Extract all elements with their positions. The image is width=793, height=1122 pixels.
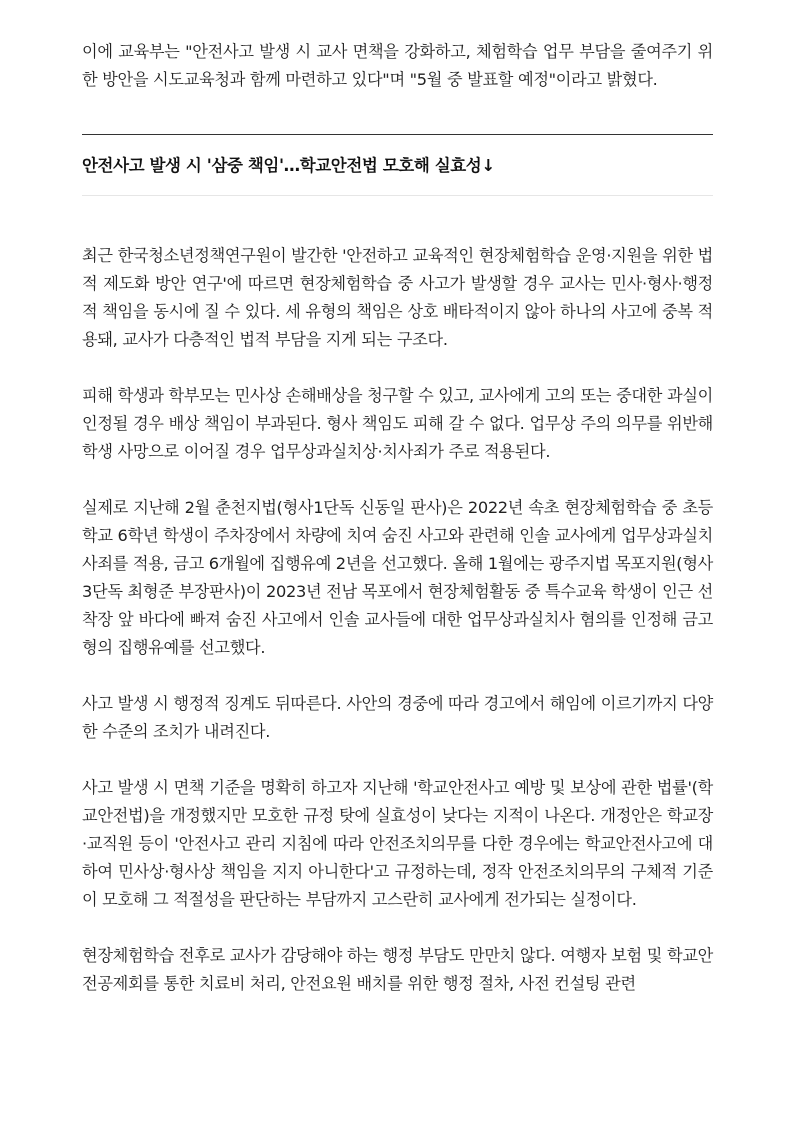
section-heading-box: [82, 134, 713, 196]
intro-paragraph: 이에 교육부는 "안전사고 발생 시 교사 면책을 강화하고, 체험학습 업무 부담을 줄여주기 위한 방안을 시도교육청과 함께 마련하고 있다"며 "5월 중 발표할 예정"이라고 밝혔다.: [82, 42, 713, 89]
paragraph-school-safety-act: 사고 발생 시 면책 기준을 명확히 하고자 지난해 '학교안전사고 예방 및 보상에 관한 법률'(학교안전법)을 개정했지만 모호한 규정 탓에 실효성이 낮다는 지적이 나온다. 개정안은 학교장·교직원 등이 '안전사고 관리 지침에 따라 안전조치의무를 다한 경우에는 학교안전사고에 대하여 민사상·형사상 책임을 지지 아니한다'고 규정하는데, 정작 안전조치의무의 구체적 기준이 모호해 그 적절성을 판단하는 부담까지 고스란히 교사에게 전가되는 실정이다.: [82, 778, 713, 909]
paragraph-court-cases: 실제로 지난해 2월 춘천지법(형사1단독 신동일 판사)은 2022년 속초 현장체험학습 중 초등학교 6학년 학생이 주차장에서 차량에 치여 숨진 사고와 관련해 인솔 교사에게 업무상과실치사죄를 적용, 금고 6개월에 집행유예 2년을 선고했다. 올해 1월에는 광주지법 목포지원(형사3단독 최형준 부장판사)이 2023년 전남 목포에서 현장체험활동 중 특수교육 학생이 인근 선착장 앞 바다에 빠져 숨진 사고에서 인솔 교사들에 대한 업무상과실치사 혐의를 인정해 금고형의 집행유예를 선고했다.: [82, 498, 713, 657]
section-heading: 안전사고 발생 시 '삼중 책임'…학교안전법 모호해 실효성↓: [82, 156, 495, 175]
paragraph-liability-structure: 최근 한국청소년정책연구원이 발간한 '안전하고 교육적인 현장체험학습 운영·지원을 위한 법적 제도화 방안 연구'에 따르면 현장체험학습 중 사고가 발생할 경우 교사는 민사·형사·행정적 책임을 동시에 질 수 있다. 세 유형의 책임은 상호 배타적이지 않아 하나의 사고에 중복 적용돼, 교사가 다층적인 법적 부담을 지게 되는 구조다.: [82, 246, 713, 349]
paragraph-administrative: 사고 발생 시 행정적 징계도 뒤따른다. 사안의 경중에 따라 경고에서 해임에 이르기까지 다양한 수준의 조치가 내려진다.: [82, 694, 713, 741]
article-body: [82, 38, 713, 1026]
paragraph-admin-burden: 현장체험학습 전후로 교사가 감당해야 하는 행정 부담도 만만치 않다. 여행자 보험 및 학교안전공제회를 통한 치료비 처리, 안전요원 배치를 위한 행정 절차, 사전 컨설팅 관련: [82, 946, 713, 993]
paragraph-civil-criminal: 피해 학생과 학부모는 민사상 손해배상을 청구할 수 있고, 교사에게 고의 또는 중대한 과실이 인정될 경우 배상 책임이 부과된다. 형사 책임도 피해 갈 수 없다. 업무상 주의 의무를 위반해 학생 사망으로 이어질 경우 업무상과실치상·치사죄가 주로 적용된다.: [82, 386, 713, 461]
